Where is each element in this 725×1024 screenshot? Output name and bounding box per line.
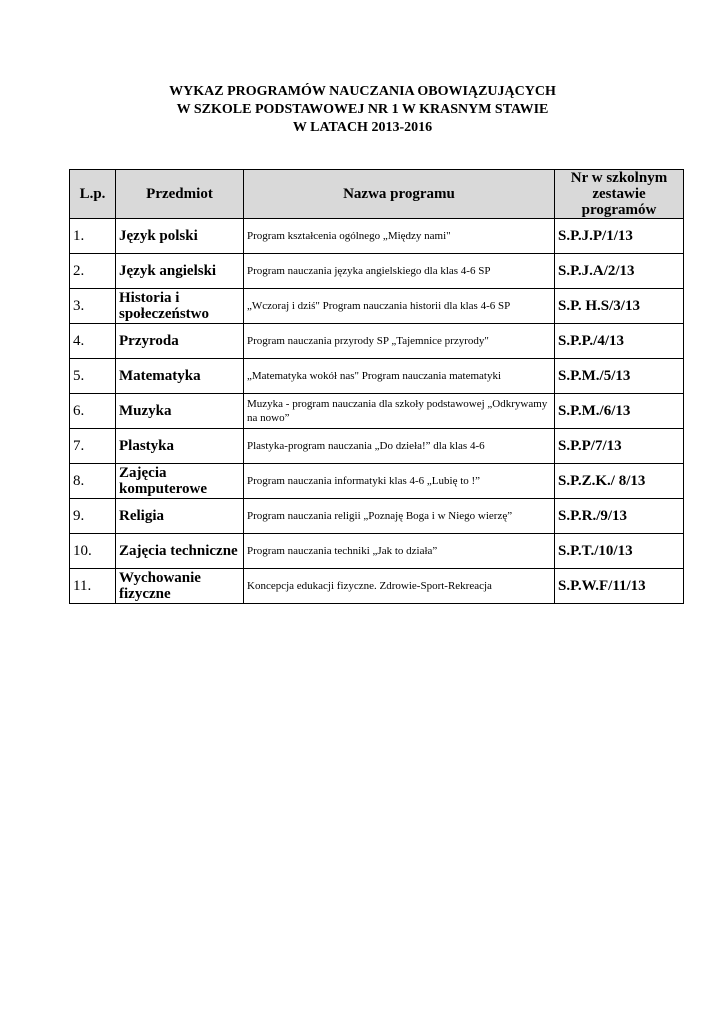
column-header-nr <box>555 170 684 219</box>
title-line-3: W LATACH 2013-2016 <box>292 120 433 135</box>
table-row <box>70 254 684 289</box>
program-name: „Matematyka wokół nas" Program nauczania matematyki <box>244 359 555 394</box>
row-number: 7. <box>70 429 116 464</box>
row-number: 4. <box>70 324 116 359</box>
column-header-lp: L.p. <box>70 170 116 219</box>
program-number: S.P. H.S/3/13 <box>555 289 684 324</box>
program-name: Program kształcenia ogólnego „Między nami" <box>244 219 555 254</box>
column-header-nr-line1: Nr w szkolnym <box>570 170 668 186</box>
subject-name: Wychowanie fizyczne <box>116 569 244 604</box>
table-row <box>70 464 684 499</box>
program-number: S.P.J.A/2/13 <box>555 254 684 289</box>
subject-name: Plastyka <box>116 429 244 464</box>
document-title <box>0 83 725 137</box>
table-row <box>70 429 684 464</box>
program-name: Program nauczania informatyki klas 4-6 „Lubię to !” <box>244 464 555 499</box>
subject-name: Religia <box>116 499 244 534</box>
table-row <box>70 499 684 534</box>
program-number: S.P.Z.K./ 8/13 <box>555 464 684 499</box>
row-number: 3. <box>70 289 116 324</box>
program-name: Program nauczania techniki „Jak to działa” <box>244 534 555 569</box>
table-row <box>70 324 684 359</box>
program-name: Program nauczania religii „Poznaję Boga i w Niego wierzę” <box>244 499 555 534</box>
table-row <box>70 394 684 429</box>
row-number: 1. <box>70 219 116 254</box>
program-name: Program nauczania języka angielskiego dla klas 4-6 SP <box>244 254 555 289</box>
program-number: S.P.P./4/13 <box>555 324 684 359</box>
column-header-program: Nazwa programu <box>244 170 555 219</box>
table-header-row <box>70 170 684 219</box>
title-line-1: WYKAZ PROGRAMÓW NAUCZANIA OBOWIĄZUJĄCYCH <box>169 84 556 99</box>
subject-name: Przyroda <box>116 324 244 359</box>
program-name: Plastyka-program nauczania „Do dzieła!” dla klas 4-6 <box>244 429 555 464</box>
program-name: Koncepcja edukacji fizyczne. Zdrowie-Sport-Rekreacja <box>244 569 555 604</box>
table-row <box>70 359 684 394</box>
subject-name: Muzyka <box>116 394 244 429</box>
table-row <box>70 219 684 254</box>
column-header-nr-line2: zestawie programów <box>581 186 657 218</box>
row-number: 11. <box>70 569 116 604</box>
subject-name: Zajęcia komputerowe <box>116 464 244 499</box>
table-row <box>70 534 684 569</box>
program-name: „Wczoraj i dziś" Program nauczania historii dla klas 4-6 SP <box>244 289 555 324</box>
row-number: 10. <box>70 534 116 569</box>
program-name: Muzyka - program nauczania dla szkoły podstawowej „Odkrywamy na nowo” <box>244 394 555 429</box>
program-number: S.P.P/7/13 <box>555 429 684 464</box>
row-number: 2. <box>70 254 116 289</box>
program-number: S.P.T./10/13 <box>555 534 684 569</box>
program-number: S.P.J.P/1/13 <box>555 219 684 254</box>
programs-table <box>69 169 684 604</box>
program-name: Program nauczania przyrody SP „Tajemnice przyrody" <box>244 324 555 359</box>
column-header-subject: Przedmiot <box>116 170 244 219</box>
subject-name: Historia i społeczeństwo <box>116 289 244 324</box>
program-number: S.P.M./6/13 <box>555 394 684 429</box>
title-line-2: W SZKOLE PODSTAWOWEJ NR 1 W KRASNYM STAWIE <box>176 102 549 117</box>
row-number: 8. <box>70 464 116 499</box>
row-number: 5. <box>70 359 116 394</box>
subject-name: Zajęcia techniczne <box>116 534 244 569</box>
subject-name: Matematyka <box>116 359 244 394</box>
subject-name: Język angielski <box>116 254 244 289</box>
row-number: 6. <box>70 394 116 429</box>
program-number: S.P.M./5/13 <box>555 359 684 394</box>
program-number: S.P.R./9/13 <box>555 499 684 534</box>
row-number: 9. <box>70 499 116 534</box>
subject-name: Język polski <box>116 219 244 254</box>
table-row <box>70 569 684 604</box>
table-row <box>70 289 684 324</box>
program-number: S.P.W.F/11/13 <box>555 569 684 604</box>
